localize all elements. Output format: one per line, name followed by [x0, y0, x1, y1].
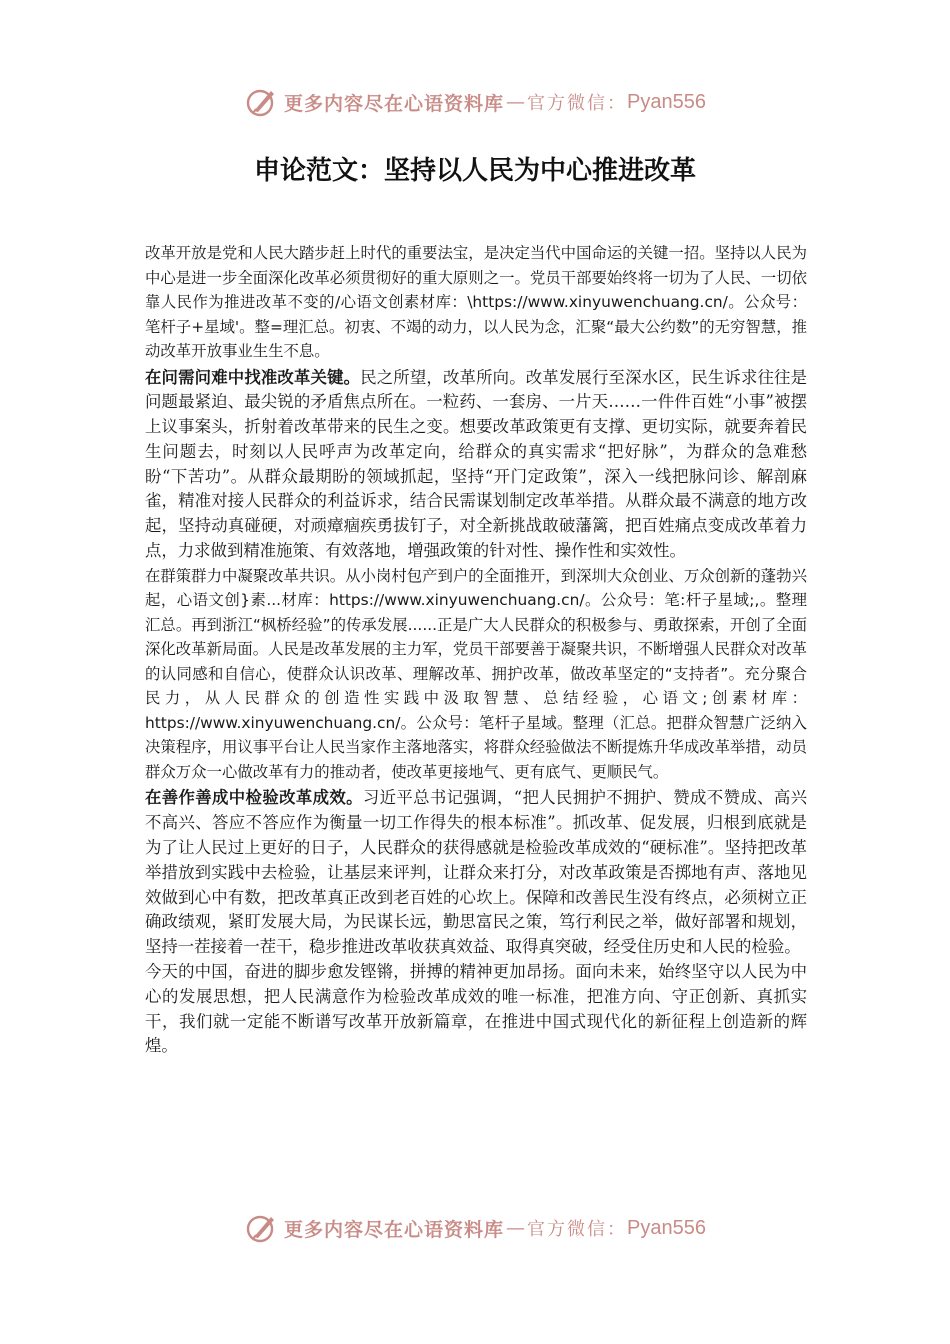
banner-text: 更多内容尽在心语资料库 [284, 1218, 505, 1241]
header-banner [0, 82, 950, 122]
quill-logo-icon [244, 85, 278, 119]
banner-label: 官方微信： [527, 93, 628, 114]
article-body [145, 241, 807, 1059]
banner-text: 更多内容尽在心语资料库 [284, 92, 505, 115]
section-one-heading: 在问需问难中找准改革关键。 [145, 367, 361, 387]
banner-separator: — [506, 1217, 526, 1239]
banner-separator: — [506, 91, 526, 113]
section-three-heading: 在善作善成中检验改革成效。 [145, 788, 363, 808]
page-title: 申论范文：坚持以人民为中心推进改革 [253, 156, 696, 186]
wechat-id: Pyan556 [627, 90, 706, 113]
section-one-body: 民之所望，改革所向。改革发展行至深水区，民生诉求往往是问题最紧迫、最尖锐的矛盾焦点所在。一粒药、一套房、一片天……一件件百姓“小事”被摆上议事案头，折射着改革带来的民生之变。想要改革政策更有支撑、更切实际，就要奔着民生问题去，时刻以人民呼声为改革定向，给群众的真实需求“把好脉”，为群众的急难愁盼“下苦功”。从群众最期盼的领域抓起，坚持“开门定政策”，深入一线把脉问诊、解剖麻雀，精准对接人民群众的利益诉求，结合民需谋划制定改革举措。从群众最不满意的地方改起，坚持动真碰硬，对顽瘴痼疾勇拔钉子，对全新挑战敢破藩篱，把百姓痛点变成改革着力点，力求做到精准施策、有效落地，增强政策的针对性、操作性和实效性。 [145, 367, 807, 561]
quill-logo-icon [244, 1211, 278, 1245]
section-two-paragraph: 在群策群力中凝聚改革共识。从小岗村包产到户的全面推开，到深圳大众创业、万众创新的蓬勃兴起，心语文创}素...材库：https://www.xinyuwenchuang.cn/。公众号：笔:杆子星域;,。整理汇总。再到浙江“枫桥经验”的传承发展......正是广大人民群众的积极参与、勇敢探索，开创了全面深化改革新局面。人民是改革发展的主力军，党员干部要善于凝聚共识，不断增强人民群众对改革的认同感和自信心，使群众认识改革、理解改革、拥护改革，做改革坚定的“支持者”。充分聚合民力，从人民群众的创造性实践中汲取智慧、总结经验，心语文;创素材库：https://www.xinyuwenchuang.cn/。公众号：笔杆子星域。整理（汇总。把群众智慧广泛纳入决策程序，用议事平台让人民当家作主落地落实，将群众经验做法不断提炼升华成改革举措，动员群众万众一心做改革有力的推动者，使改革更接地气、更有底气、更顺民气。 [145, 566, 807, 781]
intro-paragraph: 改革开放是党和人民大踏步赶上时代的重要法宝，是决定当代中国命运的关键一招。坚持以人民为中心是进一步全面深化改革必须贯彻好的重大原则之一。党员干部要始终将一切为了人民、一切依靠人民作为推进改革不变的/心语文创素材库：\https://www.xinyuwenchuang.cn/。公众号：笔杆子+星域'。整=理汇总。初衷、不竭的动力，以人民为念，汇聚“最大公约数”的无穷智慧，推动改革开放事业生生不息。 [145, 244, 807, 360]
section-one-paragraph [145, 366, 807, 564]
closing-paragraph: 今天的中国，奋进的脚步愈发铿锵，拼搏的精神更加昂扬。面向未来，始终坚守以人民为中心的发展思想，把人民满意作为检验改革成效的唯一标准，把准方向、守正创新、真抓实干，我们就一定能不断谱写改革开放新篇章，在推进中国式现代化的新征程上创造新的辉煌。 [145, 961, 807, 1056]
footer-banner [0, 1208, 950, 1248]
wechat-id: Pyan556 [627, 1216, 706, 1239]
section-three-paragraph [145, 786, 807, 960]
banner-label: 官方微信： [527, 1219, 628, 1240]
section-three-body: 习近平总书记强调，“把人民拥护不拥护、赞成不赞成、高兴不高兴、答应不答应作为衡量一切工作得失的根本标准”。抓改革、促发展，归根到底就是为了让人民过上更好的日子，人民群众的获得感就是检验改革成效的“硬标准”。坚持把改革举措放到实践中去检验，让基层来评判，让群众来打分，对改革政策是否掷地有声、落地见效做到心中有数，把改革真正改到老百姓的心坎上。保障和改善民生没有终点，必须树立正确政绩观，紧盯发展大局，为民谋长远，勤思富民之策，笃行利民之举，做好部署和规划，坚持一茬接着一茬干，稳步推进改革收获真效益、取得真突破，经受住历史和人民的检验。 [145, 788, 807, 957]
